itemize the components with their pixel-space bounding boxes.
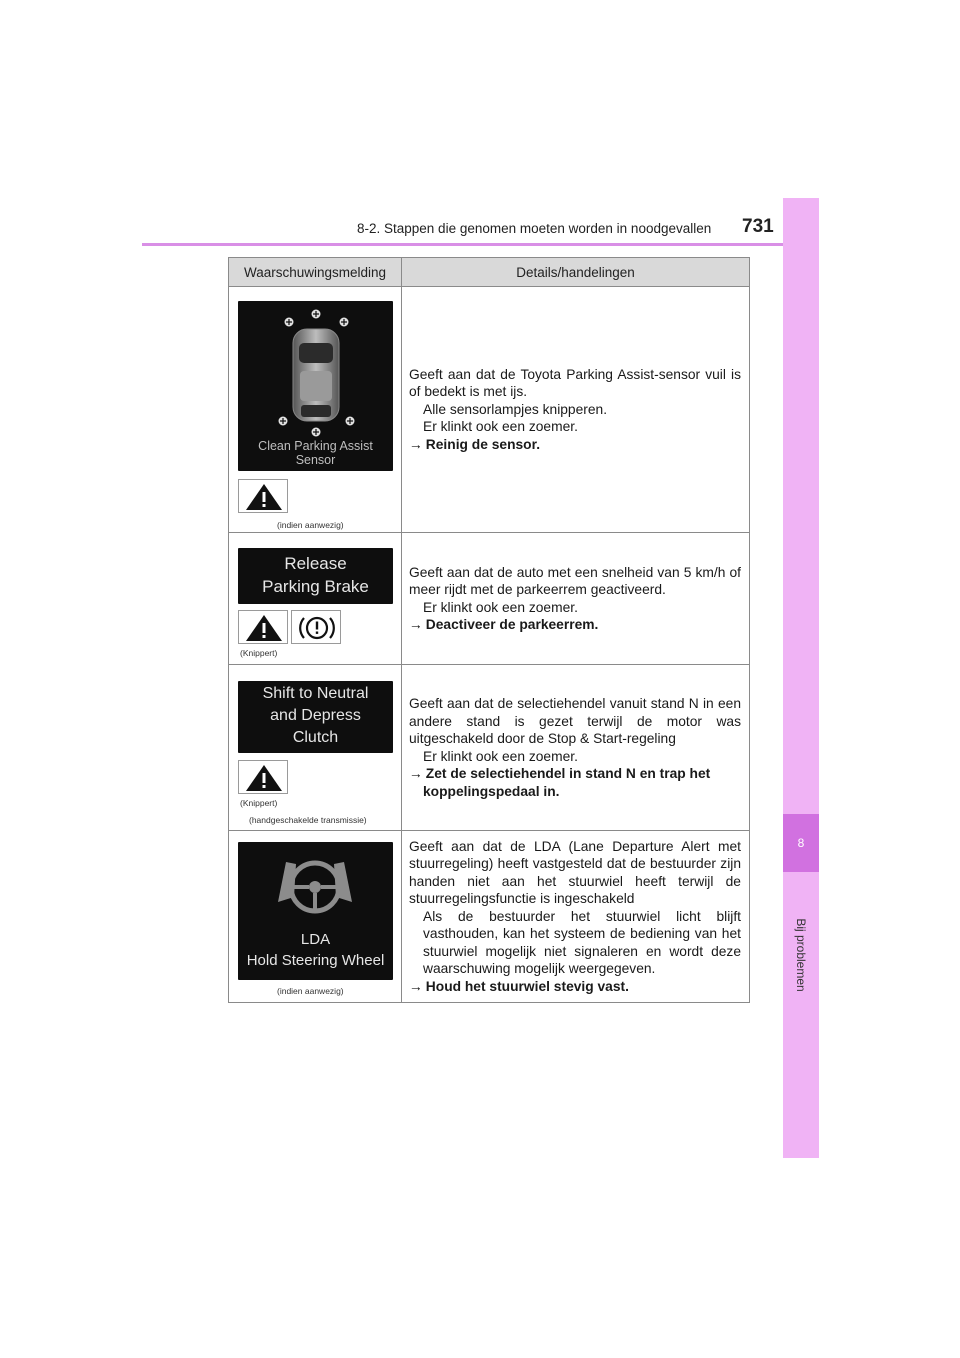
display-line: Release <box>284 554 347 573</box>
availability-caption: (indien aanwezig) <box>277 986 344 996</box>
description: Geeft aan dat de selectiehendel vanuit stand N in een andere stand is gezet terwijl de motor was uitgeschakeld door de Stop & Start-regeling <box>409 696 741 746</box>
action-text: Zet de selectiehendel in stand N en trap het koppelingspedaal in. <box>423 766 711 799</box>
chapter-label-wrap <box>785 888 817 1048</box>
warning-triangle-icon <box>239 761 289 795</box>
display-lda-hold-steering-wheel <box>238 842 393 980</box>
description: Geeft aan dat de Toyota Parking Assist-sensor vuil is of bedekt is met ijs. <box>409 366 741 400</box>
warning-triangle-icon <box>239 480 289 514</box>
warning-indicator <box>238 760 288 794</box>
action-text: Houd het stuurwiel stevig vast. <box>425 978 629 994</box>
table-row <box>229 533 750 665</box>
action-text: Deactiveer de parkeerrem. <box>425 617 599 632</box>
note: Als de bestuurder het stuurwiel licht blijft vasthouden, kan het systeem de bediening van het stuurwiel mogelijk niet signaleren en wordt deze waarschuwing mogelijk weergegeven. <box>423 908 741 977</box>
parking-brake-icon <box>292 611 342 645</box>
chapter-label: Bij problemen <box>794 918 808 992</box>
header-rule <box>142 243 819 246</box>
flashing-caption: (Knippert) <box>240 648 278 658</box>
details-cell <box>402 287 750 533</box>
availability-caption: (indien aanwezig) <box>277 520 344 530</box>
display-line: Shift to Neutral <box>262 685 369 702</box>
action-instruction <box>409 436 741 454</box>
display-line: Clutch <box>292 729 339 746</box>
details-cell <box>402 665 750 831</box>
arrow-icon: → <box>409 766 423 781</box>
warning-image-cell <box>229 533 402 665</box>
table-row <box>229 287 750 533</box>
note: Er klinkt ook een zoemer. <box>423 419 578 435</box>
action-instruction <box>409 765 741 800</box>
column-header-message: Waarschuwingsmelding <box>229 258 402 287</box>
display-line: Hold Steering Wheel <box>246 952 385 969</box>
note: Alle sensorlampjes knipperen. <box>423 401 608 417</box>
display-line: Clean Parking Assist <box>258 439 373 453</box>
warning-indicator <box>238 479 288 513</box>
warning-image-cell <box>229 831 402 1003</box>
display-line: LDA <box>300 931 331 948</box>
transmission-caption: (handgeschakelde transmissie) <box>249 815 367 825</box>
details-cell <box>402 831 750 1003</box>
display-line: and Depress <box>270 707 361 724</box>
table-header-row <box>229 258 750 287</box>
description: Geeft aan dat de auto met een snelheid van 5 km/h of meer rijdt met de parkeerrem geactiveerd. <box>409 564 741 597</box>
flashing-caption: (Knippert) <box>240 798 278 808</box>
display-line: Parking Brake <box>262 577 369 596</box>
action-instruction <box>409 616 741 634</box>
section-title: 8-2. Stappen die genomen moeten worden in noodgevallen <box>357 221 712 236</box>
details-cell <box>402 533 750 665</box>
display-release-parking-brake <box>238 548 393 604</box>
chapter-number: 8 <box>783 814 819 872</box>
display-clean-sensor <box>238 301 393 471</box>
display-line: Sensor <box>295 453 336 467</box>
arrow-icon: → <box>409 978 423 994</box>
warning-indicator <box>238 610 288 644</box>
display-shift-to-neutral <box>238 681 393 753</box>
note: Er klinkt ook een zoemer. <box>423 748 578 764</box>
action-text: Reinig de sensor. <box>425 436 541 452</box>
description: Geeft aan dat de LDA (Lane Departure Alert met stuurregeling) heeft vastgesteld dat de bestuurder zijn handen niet aan het stuurwiel heeft terwijl de stuurregelingsfunctie is ingeschakeld <box>409 838 741 907</box>
arrow-icon: → <box>409 436 423 452</box>
page-number: 731 <box>742 216 774 237</box>
warning-messages-table <box>228 257 750 1003</box>
note: Er klinkt ook een zoemer. <box>423 599 578 615</box>
table-row <box>229 831 750 1003</box>
warning-image-cell <box>229 665 402 831</box>
chapter-side-tab[interactable] <box>783 198 819 1158</box>
warning-image-cell <box>229 287 402 533</box>
column-header-details: Details/handelingen <box>402 258 750 287</box>
parking-brake-indicator <box>291 610 341 644</box>
table-row <box>229 665 750 831</box>
action-instruction <box>409 978 741 996</box>
warning-triangle-icon <box>239 611 289 645</box>
arrow-icon: → <box>409 617 423 632</box>
